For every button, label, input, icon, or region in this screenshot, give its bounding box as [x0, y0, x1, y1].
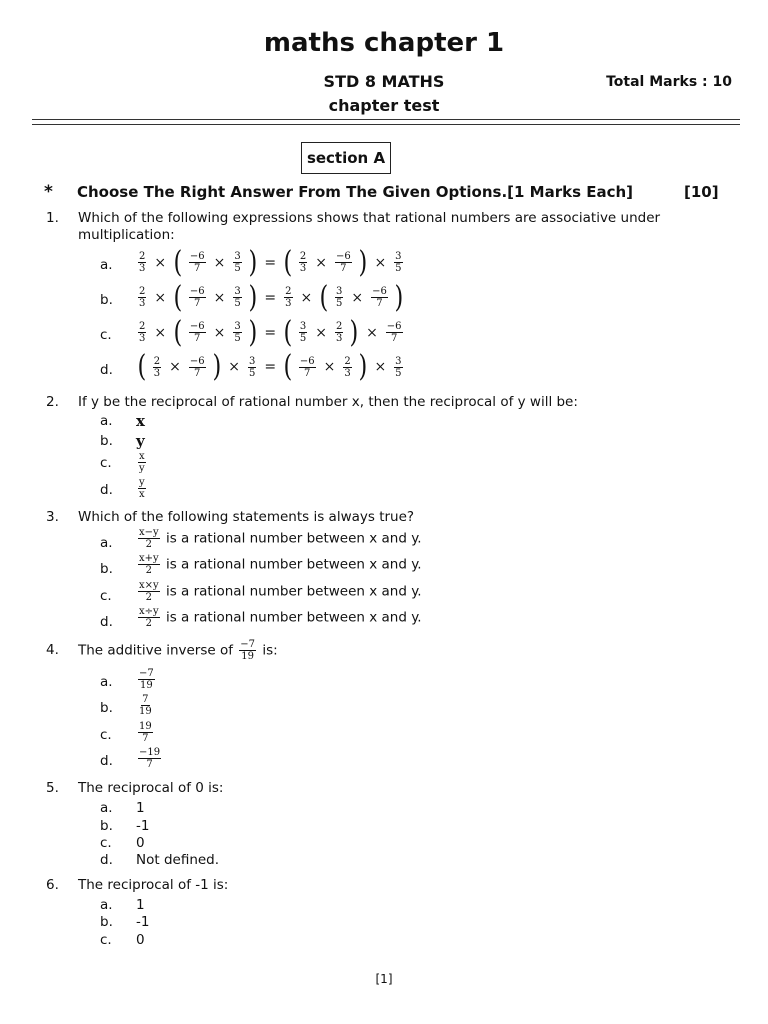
option-label: c. — [100, 835, 112, 851]
option-label: b. — [100, 433, 113, 449]
option-value: 1 — [136, 800, 145, 816]
option-label: a. — [100, 800, 113, 816]
option-label: d. — [100, 482, 113, 498]
option-label: b. — [100, 292, 113, 308]
option-label: c. — [100, 932, 112, 948]
option-label: b. — [100, 700, 113, 716]
question-text: If y be the reciprocal of rational number x, then the reciprocal of y will be: — [78, 394, 578, 410]
option-fraction: $\frac{19}{7}$ — [139, 721, 152, 744]
option-expression: $\frac{2}{3}$ × ( $\frac{-6}{7}$ × $\frac{3}{5}$ ) = $\frac{2}{3}$ × ( $\frac{3}{5}$ × $\frac{-6}{7}$ ) — [139, 279, 404, 315]
option-label: c. — [100, 588, 112, 604]
option-value: 1 — [136, 897, 145, 913]
document-title: maths chapter 1 — [263, 28, 505, 58]
option-label: c. — [100, 727, 112, 743]
option-label: c. — [100, 327, 112, 343]
option-label: d. — [100, 614, 113, 630]
section-label: section A — [301, 142, 391, 174]
section-marks: [10] — [684, 183, 719, 201]
instruction-star: * — [44, 182, 53, 202]
option-label: a. — [100, 413, 113, 429]
option-label: a. — [100, 257, 113, 273]
statement-text: is a rational number between x and y. — [165, 583, 422, 600]
option-value: 0 — [136, 932, 145, 948]
statement-text: is a rational number between x and y. — [165, 609, 422, 626]
header-rule-bottom — [32, 124, 740, 125]
option-label: b. — [100, 818, 113, 834]
option-fraction: $\frac{-19}{7}$ — [139, 747, 161, 770]
option-fraction: $\frac{x}{y}$ — [139, 451, 145, 474]
statement-text: is a rational number between x and y. — [165, 556, 422, 573]
option-fraction: $\frac{7}{19}$ — [139, 694, 152, 717]
option-label: b. — [100, 561, 113, 577]
test-name: chapter test — [328, 96, 440, 115]
option-label: a. — [100, 674, 113, 690]
question-number: 2. — [46, 394, 59, 410]
option-label: d. — [100, 852, 113, 868]
statement-text: is a rational number between x and y. — [165, 530, 422, 547]
question-number: 5. — [46, 780, 59, 796]
option-fraction: $\frac{-7}{19}$ — [139, 668, 154, 691]
question-number: 4. — [46, 642, 59, 658]
option-label: d. — [100, 753, 113, 769]
question-text: Which of the following statements is always true? — [78, 509, 415, 525]
option-statement: $\frac{x\div y}{2}$ is a rational number between x and y. — [139, 606, 422, 629]
question-number: 1. — [46, 210, 59, 226]
option-statement: $\frac{x\times y}{2}$ is a rational number between x and y. — [139, 580, 422, 603]
class-subject: STD 8 MATHS — [323, 72, 445, 91]
page-number: [1] — [375, 972, 393, 986]
section-instruction: Choose The Right Answer From The Given Options.[1 Marks Each] — [77, 183, 634, 201]
total-marks: Total Marks : 10 — [606, 74, 732, 90]
option-label: d. — [100, 362, 113, 378]
option-label: a. — [100, 535, 113, 551]
option-value: y — [136, 432, 145, 450]
option-expression: $\frac{2}{3}$ × ( $\frac{-6}{7}$ × $\frac{3}{5}$ ) = ( $\frac{3}{5}$ × $\frac{2}{3}$ ) × $\frac{-6}{7}$ — [139, 314, 402, 350]
option-label: a. — [100, 897, 113, 913]
option-label: b. — [100, 914, 113, 930]
option-statement: $\frac{x+y}{2}$ is a rational number between x and y. — [139, 553, 422, 576]
header-rule-top — [32, 119, 740, 120]
question-text: The additive inverse of $\frac{-7}{19}$ is: — [78, 639, 278, 662]
option-expression: $\frac{2}{3}$ × ( $\frac{-6}{7}$ × $\frac{3}{5}$ ) = ( $\frac{2}{3}$ × $\frac{-6}{7}$ ) × $\frac{3}{5}$ — [139, 244, 402, 280]
option-value: -1 — [136, 914, 150, 930]
option-value: -1 — [136, 818, 150, 834]
option-value: 0 — [136, 835, 145, 851]
option-label: c. — [100, 455, 112, 471]
question-text: The reciprocal of -1 is: — [78, 877, 229, 893]
option-statement: $\frac{x-y}{2}$ is a rational number between x and y. — [139, 527, 422, 550]
option-fraction: $\frac{y}{x}$ — [139, 477, 145, 500]
question-text: The reciprocal of 0 is: — [78, 780, 224, 796]
option-expression: ( $\frac{2}{3}$ × $\frac{-6}{7}$ ) × $\frac{3}{5}$ = ( $\frac{-6}{7}$ × $\frac{2}{3}$ ) × $\frac{3}{5}$ — [137, 349, 402, 384]
option-value: x — [136, 412, 145, 430]
question-text: Which of the following expressions shows that rational numbers are associative under multiplication: — [78, 210, 661, 243]
question-number: 6. — [46, 877, 59, 893]
option-value: Not defined. — [136, 852, 220, 868]
question-number: 3. — [46, 509, 59, 525]
